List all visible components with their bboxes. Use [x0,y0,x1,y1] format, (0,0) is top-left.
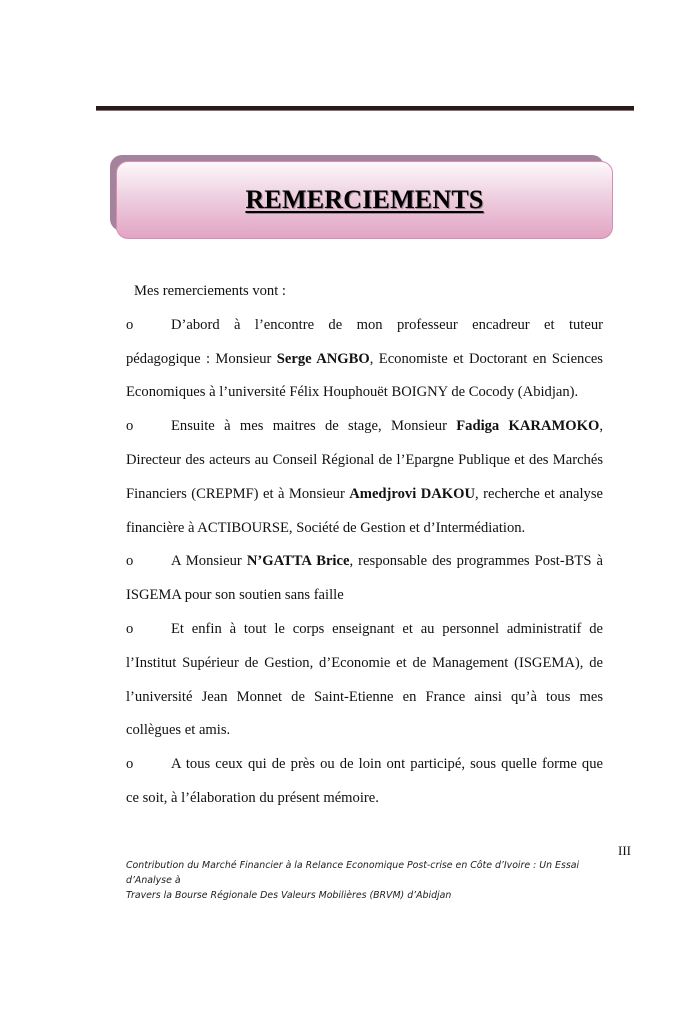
footer-line: Contribution du Marché Financier à la Relance Economique Post-crise en Côte d’Ivoire : Un Essai d’Analyse à [126,860,580,886]
bold-name: Amedjrovi DAKOU [349,485,476,502]
line-text [171,755,603,773]
line-text [126,350,603,368]
acknowledgements-body [126,282,603,823]
text-segment: D’abord à l’encontre de mon professeur encadreur et tuteur [171,316,603,333]
bullet-icon: o [126,756,134,773]
text-line [126,282,603,316]
text-segment: , [599,418,603,435]
text-segment: , recherche et analyse [475,485,603,502]
text-segment: ISGEMA pour son soutien sans faille [126,587,344,604]
bullet-item-line [126,755,603,789]
line-text [126,451,603,469]
text-segment: A Monsieur [171,553,247,570]
text-segment: ce soit, à l’élaboration du présent mémoire. [126,789,379,806]
line-text [171,316,603,334]
text-segment: , Economiste et Doctorant en Sciences [369,350,603,367]
line-text [171,417,603,435]
page-footer [126,858,606,903]
text-segment: Financiers (CREPMF) et à Monsieur [126,485,350,502]
bullet-icon: o [126,316,134,333]
line-text [126,789,603,807]
page-title: REMERCIEMENTS [245,185,484,214]
bold-name: Fadiga KARAMOKO [456,418,600,435]
text-line [126,654,603,688]
line-text [126,688,603,706]
text-line [126,350,603,384]
bullet-icon: o [126,553,134,570]
line-text [171,552,603,570]
text-segment: Economiques à l’université Félix Houphouët BOIGNY de Cocody (Abidjan). [126,384,579,401]
bullet-icon: o [126,418,134,435]
line-text [126,654,603,672]
text-segment: Mes remerciements vont : [134,283,286,299]
text-segment: , responsable des programmes Post-BTS à [349,553,604,570]
text-segment: Directeur des acteurs au Conseil Régional de l’Epargne Publique et des Marchés [126,451,603,468]
text-line [126,451,603,485]
text-segment: financière à ACTIBOURSE, Société de Gestion et d’Intermédiation. [126,519,526,536]
text-segment: collègues et amis. [126,722,231,739]
text-line [126,789,603,823]
text-line [126,688,603,722]
text-line [126,383,603,417]
text-segment: l’Institut Supérieur de Gestion, d’Economie et de Management (ISGEMA), de [126,654,603,671]
text-segment: Ensuite à mes maitres de stage, Monsieur [171,418,457,435]
text-line [126,485,603,519]
line-text [126,485,603,503]
bold-name: N’GATTA Brice [246,553,350,570]
bullet-item-line [126,316,603,350]
line-text [126,721,603,739]
text-segment: A tous ceux qui de près ou de loin ont participé, sous quelle forme que [171,756,603,773]
bullet-item-line [126,620,603,654]
line-text [134,282,603,300]
text-line [126,586,603,620]
bold-name: Serge ANGBO [276,350,370,367]
header-rule [96,106,634,111]
text-line [126,721,603,755]
text-segment: Et enfin à tout le corps enseignant et au personnel administratif de [171,620,603,637]
footer-line: Travers la Bourse Régionale Des Valeurs Mobilières (BRVM) d’Abidjan [126,890,452,901]
bullet-icon: o [126,620,134,637]
text-segment: pédagogique : Monsieur [126,350,277,367]
line-text [126,519,603,537]
line-text [126,586,603,604]
text-segment: l’université Jean Monnet de Saint-Etienne en France ainsi qu’à tous mes [126,688,603,705]
page-number: III [618,843,631,858]
title-banner [116,161,613,239]
line-text [126,383,603,401]
line-text [171,620,603,638]
bullet-item-line [126,417,603,451]
text-line [126,519,603,553]
bullet-item-line [126,552,603,586]
